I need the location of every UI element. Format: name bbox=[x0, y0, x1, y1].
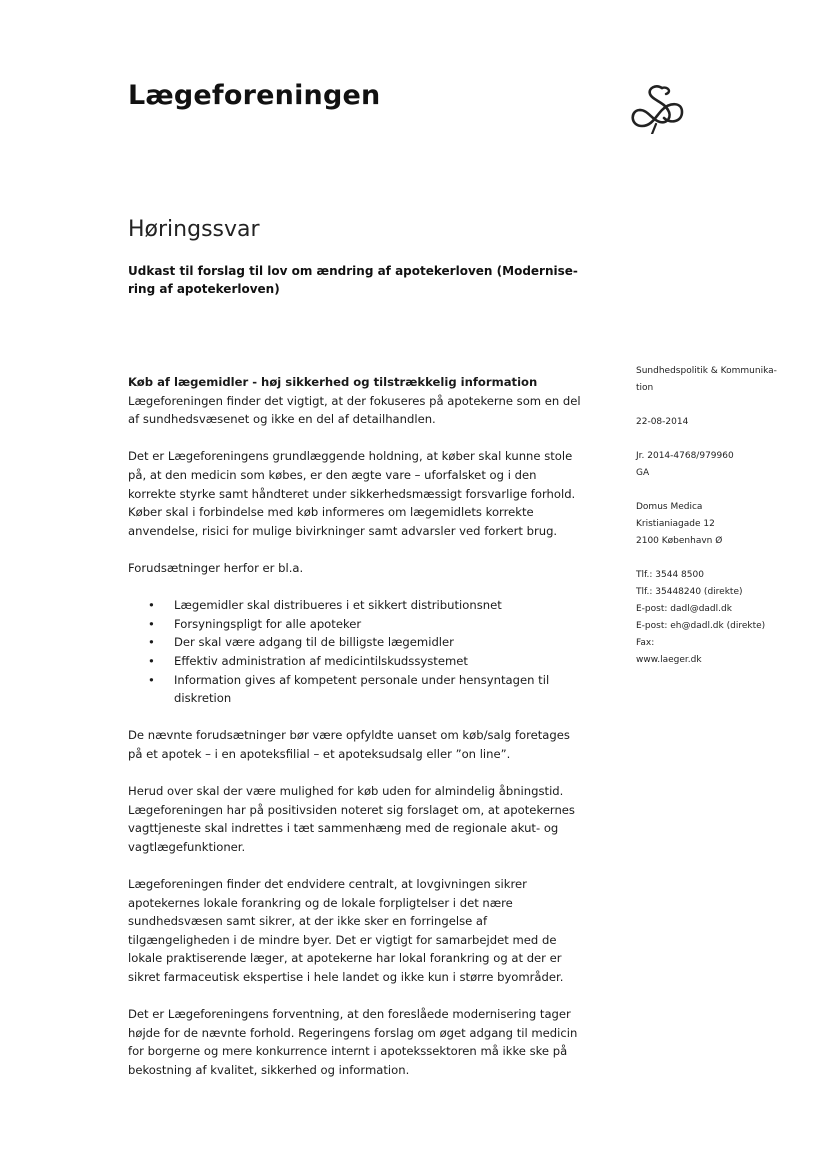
journal-reference bbox=[636, 448, 796, 482]
phone-main: Tlf.: 3544 8500 bbox=[636, 570, 704, 580]
organization-logo-text: Lægeforeningen bbox=[128, 80, 381, 111]
paragraph-aabningstid: Herud over skal der være mulighed for køb uden for almindelig åbningstid. Lægeforeningen har på positivsiden noteret sig forslaget om, at apotekernes vagttjeneste skal indrettes i tæt sammenhæng med de regionale akut- og vagtlægefunktioner. bbox=[128, 784, 575, 854]
address-line: 2100 København Ø bbox=[636, 536, 723, 546]
list-item: • Forsyningspligt for alle apoteker bbox=[174, 615, 588, 634]
paragraph-lokal-forankring: Lægeforeningen finder det endvidere centralt, at lovgivningen sikrer apotekernes lokale forankring og de lokale forpligtelser i det nære sundhedsvæsen samt sikrer, at der ikke sker en forringelse af tilgængeligheden i de mindre byer. Det er vigtigt for samarbejdet med de lokale praktiserende læger, at apotekerne har lokal forankring og at der er sikret farmaceutisk ekspertise i hele landet og ikke kun i større byområder. bbox=[128, 877, 564, 984]
website-link[interactable]: www.laeger.dk bbox=[636, 655, 702, 665]
aesculapian-snake-icon bbox=[626, 80, 688, 134]
prerequisites-list bbox=[128, 596, 588, 708]
department-line: tion bbox=[636, 383, 654, 393]
subject-line: Udkast til forslag til lov om ændring af apotekerloven (Modernise- bbox=[128, 264, 578, 278]
address-line: Kristianiagade 12 bbox=[636, 519, 715, 529]
department-line: Sundhedspolitik & Kommunika- bbox=[636, 366, 777, 376]
paragraph-forudsaetninger: De nævnte forudsætninger bør være opfyldte uanset om køb/salg foretages på et apotek – i en apoteksfilial – et apoteksudsalg eller ”on line”. bbox=[128, 728, 570, 761]
document-heading: Høringssvar bbox=[128, 217, 260, 242]
department bbox=[636, 363, 796, 397]
address-line: Domus Medica bbox=[636, 502, 703, 512]
prerequisites-intro: Forudsætninger herfor er bl.a. bbox=[128, 560, 304, 575]
list-item: • Information gives af kompetent personale under hensyntagen til diskretion bbox=[174, 671, 588, 708]
section-title: Køb af lægemidler - høj sikkerhed og tilstrækkelig information bbox=[128, 375, 538, 389]
sidebar-metadata bbox=[636, 363, 796, 686]
intro-paragraph: Lægeforeningen finder det vigtigt, at der fokuseres på apotekerne som en del af sundhedsvæsenet og ikke en del af detailhandlen. bbox=[128, 393, 581, 427]
email-direct: E-post: eh@dadl.dk (direkte) bbox=[636, 621, 766, 631]
document-subject bbox=[128, 262, 598, 298]
contact-info bbox=[636, 567, 796, 669]
document-body bbox=[128, 373, 588, 1098]
list-item: • Der skal være adgang til de billigste lægemidler bbox=[174, 633, 588, 652]
address bbox=[636, 499, 796, 550]
journal-number: Jr. 2014-4768/979960 bbox=[636, 451, 734, 461]
subject-line: ring af apotekerloven) bbox=[128, 282, 280, 296]
fax: Fax: bbox=[636, 638, 655, 648]
initials: GA bbox=[636, 468, 650, 478]
date-value: 22-08-2014 bbox=[636, 417, 689, 427]
paragraph-forventning: Det er Lægeforeningens forventning, at den foreslåede modernisering tager højde for de nævnte forhold. Regeringens forslag om øget adgang til medicin for borgerne og mere konkurrence internt i apotekssektoren må ikke ske på bekostning af kvalitet, sikkerhed og information. bbox=[128, 1007, 578, 1077]
email-main: E-post: dadl@dadl.dk bbox=[636, 604, 732, 614]
date bbox=[636, 414, 796, 431]
paragraph-holdning: Det er Lægeforeningens grundlæggende holdning, at køber skal kunne stole på, at den medicin som købes, er den ægte vare – uforfalsket og i den korrekte styrke samt håndteret under sikkerhedsmæssigt forsvarlige forhold. Køber skal i forbindelse med køb informeres om lægemidlets korrekte anvendelse, risici for mulige bivirkninger samt advarsler ved forkert brug. bbox=[128, 449, 576, 538]
phone-direct: Tlf.: 35448240 (direkte) bbox=[636, 587, 743, 597]
list-item: • Lægemidler skal distribueres i et sikkert distributionsnet bbox=[174, 596, 588, 615]
list-item: • Effektiv administration af medicintilskudssystemet bbox=[174, 652, 588, 671]
